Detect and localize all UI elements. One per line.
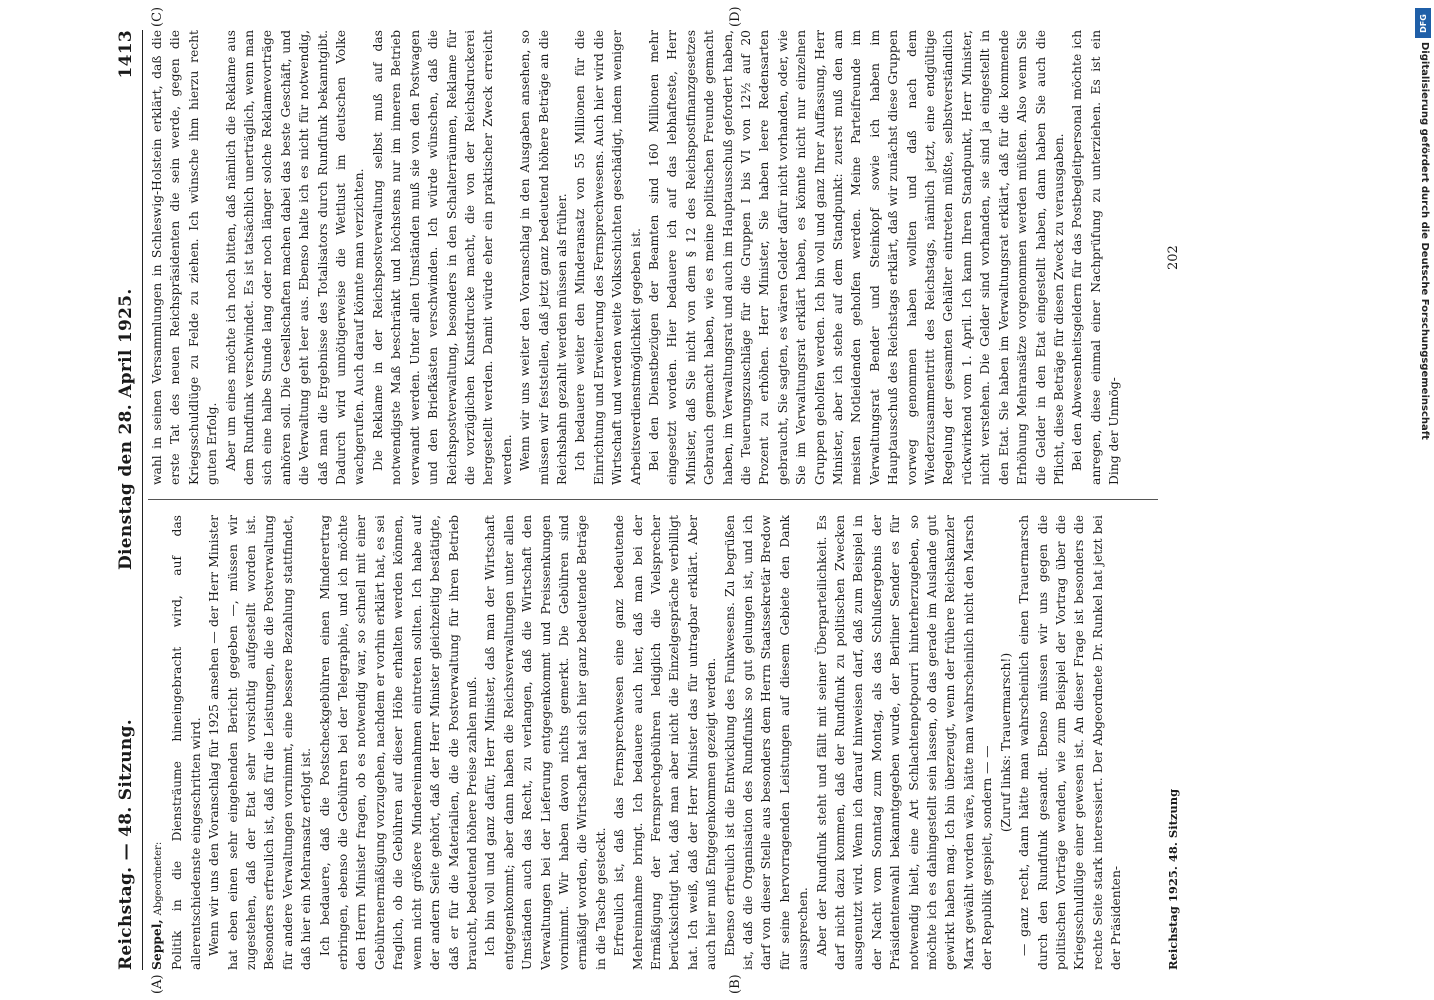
paragraph: wahl in seinen Versammlungen in Schleswig-Holstein erklärt, daß die erste Tat des neuen Reichspräsidenten die sein werde, gegen die Kriegsschuldlüge zu Felde zu ziehen. Ich wünsche ihm hierzu recht guten Erfolg. <box>150 30 220 485</box>
paragraph: Ich bedauere, daß die Postscheckgebühren einen Minderertrag erbringen, ebenso die Gebühren bei der Telegraphie, und ich möchte den Herrn Minister fragen, ob es notwendig war, so schnell mit einer Gebührenermäßigung vorzugehen, nachdem er vorhin erklärt hat, es sei fraglich, ob die Gebühren auf dieser Höhe erhalten werden können, wenn nicht größere Mindereinnahmen eintreten sollten. Ich habe auf der andern Seite gehört, daß der Herr Minister gleichzeitig bestätigte, daß er für die Materialien, die die Postverwaltung für ihren Betrieb braucht, bedeutend höhere Preise zahlen muß. <box>317 515 479 970</box>
paragraph: Ich bin voll und ganz dafür, Herr Minister, daß man der Wirtschaft entgegenkommt; aber dann haben die Reichsverwaltungen unter allen Umständen auch das Recht, zu verlangen, daß die Wirtschaft den Verwaltungen bei der Lieferung entgegenkommt und Preissenkungen vornimmt. Wir haben davon nichts gemerkt. Die Gebühren sind ermäßigt worden, die Wirtschaft hat sich hier ganz bedeutende Beträge in die Tasche gesteckt. <box>483 515 608 970</box>
header-left-title: Reichstag. — 48. Sitzung. <box>116 719 136 970</box>
page-number: 1413 <box>116 30 136 79</box>
footer-sheet-number: 202 <box>1166 245 1181 270</box>
digitization-strip <box>1412 8 1434 992</box>
paragraph: Aber der Rundfunk steht und fällt mit seiner Überparteilichkeit. Es darf nicht dazu kommen, daß der Rundfunk zu politischen Zwecken ausgenutzt wird. Wenn ich darauf hinweisen darf, daß zum Beispiel in der Nacht vom Sonntag zum Montag, als das Schlußergebnis der Präsidentenwahl bekanntgegeben wurde, der Berliner Sender es für notwendig hielt, eine Art Schlachtenpotpourri hinterherzugeben, so möchte ich es dahingestellt sein lassen, ob das gerade im Auslande gut gewirkt haben mag. Ich bin überzeugt, wenn der frühere Reichskanzler Marx gewählt worden wäre, hätte man wahrscheinlich nicht den Marsch der Republik gespielt, sondern — — <box>814 515 995 970</box>
header-date: Dienstag den 28. April 1925. <box>116 288 136 570</box>
rotated-sheet <box>8 0 1238 1000</box>
left-column <box>148 515 1158 970</box>
paragraph: Bei den Dienstbezügen der Beamten sind 160 Millionen mehr eingesetzt worden. Hier bedauere ich auf das lebhafteste, Herr Minister, daß Sie nicht von dem § 12 des Reichspostfinanzgesetzes Gebrauch gemacht haben, wie es meine politischen Freunde gemacht haben, im Verwaltungsrat und auch im Hauptausschuß gefordert haben, die Teuerungszuschläge für die Gruppen I bis VI von 12½ auf 20 Prozent zu erhöhen. Herr Minister, Sie haben leere Redensarten gebraucht, Sie sagten, es wären Gelder dafür nicht vorhanden, oder, wie Sie im Verwaltungsrat erklärt haben, es könnte nicht nur einzelnen Gruppen geholfen werden. Ich bin voll und ganz Ihrer Auffassung, Herr Minister, aber ich stehe auf dem Standpunkt: zuerst muß den am meisten Notleidenden geholfen werden. Meine Parteifreunde im Verwaltungsrat Bender und Steinkopf sowie ich haben im Hauptausschuß des Reichstags erklärt, daß wir zunächst diese Gruppen vorweg genommen haben wollten und daß nach dem Wiederzusammentritt des Reichstags, nämlich jetzt, eine endgültige Regelung der gesamten Gehälter eintreten müßte, selbstverständlich rückwirkend vom 1. April. Ich kann Ihren Standpunkt, Herr Minister, nicht verstehen. Die Gelder sind vorhanden, sie sind ja eingestellt in den Etat. Sie haben im Verwaltungsrat erklärt, daß für die kommende Erhöhung Mehransätze vorgenommen werden müßten. Also wenn Sie die Gelder in den Etat eingestellt haben, dann haben Sie auch die Pflicht, diese Beträge für diesen Zweck zu verausgaben. <box>646 30 1066 485</box>
speaker-name: Seppel, <box>149 919 164 970</box>
paragraph: Die Reklame in der Reichspostverwaltung selbst muß auf das notwendigste Maß beschränkt und höchstens nur im inneren Betrieb verwandt werden. Unter allen Umständen muß sie von den Postwagen und den Briefkästen verschwinden. Ich würde wünschen, daß die Reichspostverwaltung, besonders in den Schalterräumen, Reklame für die vorzüglichen Kunstdrucke macht, die von der Reichsdruckerei hergestellt werden. Damit würde eher ein praktischer Zweck erreicht werden. <box>370 30 514 485</box>
right-column <box>148 30 1158 485</box>
margin-letter-d: (D) <box>728 6 743 27</box>
paragraph: Politik in die Diensträume hineingebracht wird, auf das allerentschiedenste eingeschritten wird. <box>170 515 203 970</box>
paragraph: Wenn wir uns weiter den Voranschlag in den Ausgaben ansehen, so müssen wir feststellen, daß jetzt ganz bedeutend höhere Beträge an die Reichsbahn gezahlt werden müssen als früher. <box>518 30 569 485</box>
paragraph: Erfreulich ist, daß das Fernsprechwesen eine ganz bedeutende Mehreinnahme bringt. Ich bedauere auch hier, daß man bei der Ermäßigung der Fernsprechgebühren lediglich die Vielsprecher berücksichtigt hat, daß man aber nicht die Einzelgespräche verbilligt hat. Ich weiß, daß der Herr Minister das für untragbar erklärt. Aber auch hier muß Entgegenkommen gezeigt werden. <box>612 515 719 970</box>
speaker-line <box>148 515 168 970</box>
header-rule <box>142 30 143 970</box>
paragraph: — ganz recht, dann hätte man wahrscheinlich einen Trauermarsch durch den Rundfunk gesandt. Ebenso müssen wir uns gegen die politischen Vorträge wenden, wie zum Beispiel der Vortrag über die Kriegsschuldlüge einer gewesen ist. An dieser Frage ist besonders die rechte Seite stark interessiert. Der Abgeordnete Dr. Runkel hat jetzt bei der Präsidenten- <box>1017 515 1124 970</box>
paragraph: Aber um eines möchte ich noch bitten, daß nämlich die Reklame aus dem Rundfunk verschwindet. Es ist tatsächlich unerträglich, wenn man sich eine halbe Stunde lang oder noch länger solche Reklamevorträge anhören soll. Die Gesellschaften machen dabei das beste Geschäft, und die Verwaltung geht leer aus. Ebenso halte ich es nicht für notwendig, daß man die Ergebnisse des Totalisators durch Rundfunk bekanntgibt. Dadurch wird unnötigerweise die Wettlust im deutschen Volke wachgerufen. Auch darauf könnte man verzichten. <box>223 30 367 485</box>
interjection: (Zuruf links: Trauermarsch!) <box>998 652 1013 833</box>
paragraph: Wenn wir uns den Voranschlag für 1925 ansehen — der Herr Minister hat eben einen sehr eingehenden Bericht gegeben —, müssen wir zugestehen, daß der Etat sehr vorsichtig aufgestellt worden ist. Besonders erfreulich ist, daß für die Leistungen, die die Postverwaltung für andere Verwaltungen vornimmt, eine bessere Bezahlung stattfindet, daß hier ein Mehransatz erfolgt ist. <box>207 515 314 970</box>
dfg-badge-label: DFG <box>1418 13 1428 33</box>
column-divider <box>148 499 1158 500</box>
speaker-note: Abgeordneter: <box>153 841 164 916</box>
margin-letter-b: (B) <box>728 974 743 994</box>
margin-letter-c: (C) <box>150 6 165 27</box>
margin-letter-a: (A) <box>150 974 165 994</box>
page-header <box>116 30 138 970</box>
funding-notice-text: Digitalisierung gefördert durch die Deutsche Forschungsgemeinschaft <box>1419 42 1430 440</box>
footer-left: Reichstag 1925. 48. Sitzung <box>1166 788 1180 970</box>
paragraph: Ich bedauere weiter den Minderansatz von 55 Millionen für die Einrichtung und Erweiterung des Fernsprechwesens. Auch hier wird die Wirtschaft und werden weite Volksschichten geschädigt, indem weniger Arbeitsverdienstmöglichkeit gegeben ist. <box>573 30 643 485</box>
paragraph: Ebenso erfreulich ist die Entwicklung des Funkwesens. Zu begrüßen ist, daß die Organisation des Rundfunks so gut gelungen ist, und ich darf von dieser Stelle aus besonders dem Herrn Staatssekretär Bredow für seine hervorragenden Leistungen auf diesem Gebiete den Dank aussprechen. <box>722 515 811 970</box>
paragraph: Bei den Abwesenheitsgeldern für das Postbegleitpersonal möchte ich anregen, diese einmal einer Nachprüfung zu unterziehen. Es ist ein Ding der Unmög- <box>1070 30 1122 485</box>
dfg-logo-icon <box>1415 8 1431 38</box>
